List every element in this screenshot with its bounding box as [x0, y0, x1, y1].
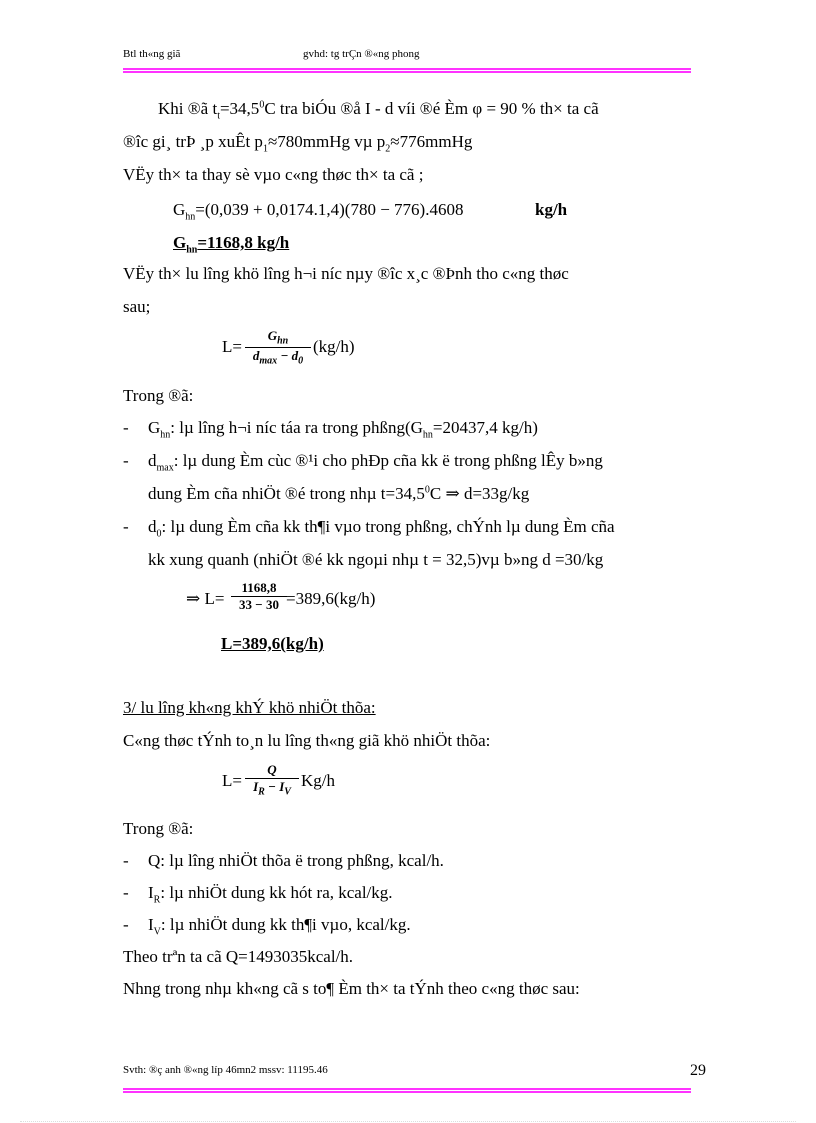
header-rule	[123, 68, 691, 73]
equation-ghn: $G_{hn}=(0,039 + 0,0174.1,4)(780 - 776).4608$	[173, 200, 464, 223]
formula-fraction: 1168,8 33 − 30	[231, 580, 287, 613]
bullet-dash: -	[123, 883, 129, 902]
list-item: $I_R$: lµ nhiÖt dung kk hót ra, kcal/kg.	[148, 883, 393, 906]
paragraph-line: VËy th× lu lîng khö lîng h¬i níc nµy ®îc x¸c ®Þnh tho c«ng thøc	[123, 264, 569, 283]
list-item-continuation: kk xung quanh (nhiÖt ®é kk ngoµi nhµ t = 32,5)vµ b»ng d =30/kg	[148, 550, 604, 569]
formula-lhs: L=	[222, 771, 242, 790]
list-item: Q: lµ lîng nhiÖt thõa ë trong phßng, kcal/h.	[148, 851, 444, 870]
paragraph-line: sau;	[123, 297, 151, 316]
bullet-dash: -	[123, 517, 129, 536]
formula-result: =389,6(kg/h)	[286, 589, 376, 608]
page-edge-divider	[20, 1121, 796, 1122]
formula-fraction: $G_{hn}$ $d_{max} - d_0$	[245, 328, 311, 366]
bullet-dash: -	[123, 418, 129, 437]
list-item-continuation: dung Èm cña nhiÖt ®é trong nhµ $t=34,5^0C$ ⇒ d=33g/kg	[148, 484, 530, 503]
footer-author: Svth: ®ç anh ®«ng líp 46mn2 mssv: 11195.46	[123, 1064, 328, 1076]
footer-rule	[123, 1088, 691, 1093]
header-supervisor: gvhd: tg trÇn ®«ng phong	[303, 48, 420, 60]
formula-lhs: ⇒ L=	[186, 589, 225, 608]
where-label: Trong ®ã:	[123, 819, 194, 838]
bullet-dash: -	[123, 915, 129, 934]
paragraph-line: Khi ®ã $t_t=34,5^0C$ tra biÓu ®å I - d víi ®é Èm φ = 90 % th× ta cã	[158, 99, 599, 122]
formula-unit: Kg/h	[301, 771, 335, 790]
paragraph-line: ®îc gi¸ trÞ ¸p xuÊt $p_1\approx 780mmHg$ vµ $p_2\approx 776mmHg$	[123, 132, 473, 155]
formula-unit: (kg/h)	[313, 337, 355, 356]
paragraph-line: VËy th× ta thay sè vµo c«ng thøc th× ta cã ;	[123, 165, 424, 184]
section-heading: 3/ lu lîng kh«ng khÝ khö nhiÖt thõa:	[123, 698, 376, 717]
paragraph-line: C«ng thøc tÝnh to¸n lu lîng th«ng giã khö nhiÖt thõa:	[123, 731, 491, 750]
bullet-dash: -	[123, 451, 129, 470]
page-number: 29	[690, 1062, 706, 1079]
list-item: $d_{max}$: lµ dung Èm cùc ®¹i cho phÐp cña kk ë trong phßng lÊy b»ng	[148, 451, 603, 474]
paragraph-line: Nhng trong nhµ kh«ng cã s to¶ Èm th× ta tÝnh theo c«ng thøc sau:	[123, 979, 580, 998]
equation-unit: kg/h	[535, 200, 568, 219]
where-label: Trong ®ã:	[123, 386, 194, 405]
list-item: $I_V$: lµ nhiÖt dung kk th¶i vµo, kcal/kg.	[148, 915, 411, 938]
list-item: $G_{hn}$: lµ lîng h¬i níc táa ra trong $phßng(G_{hn}=20437,4$ kg/h)	[148, 418, 538, 441]
formula-lhs: L=	[222, 337, 242, 356]
list-item: $d_0$: lµ dung Èm cña kk th¶i vµo trong phßng, chÝnh lµ dung Èm cña	[148, 517, 615, 540]
paragraph-line: Theo trªn ta cã Q=1493035kcal/h.	[123, 947, 354, 966]
header-left-title: Btl th«ng giã	[123, 48, 181, 60]
formula-fraction: Q $I_R - I_V$	[245, 762, 299, 798]
result-line: L=389,6(kg/h)	[221, 634, 324, 653]
bullet-dash: -	[123, 851, 129, 870]
equation-result: $G_{hn}=1168,8$ kg/h	[173, 233, 290, 256]
